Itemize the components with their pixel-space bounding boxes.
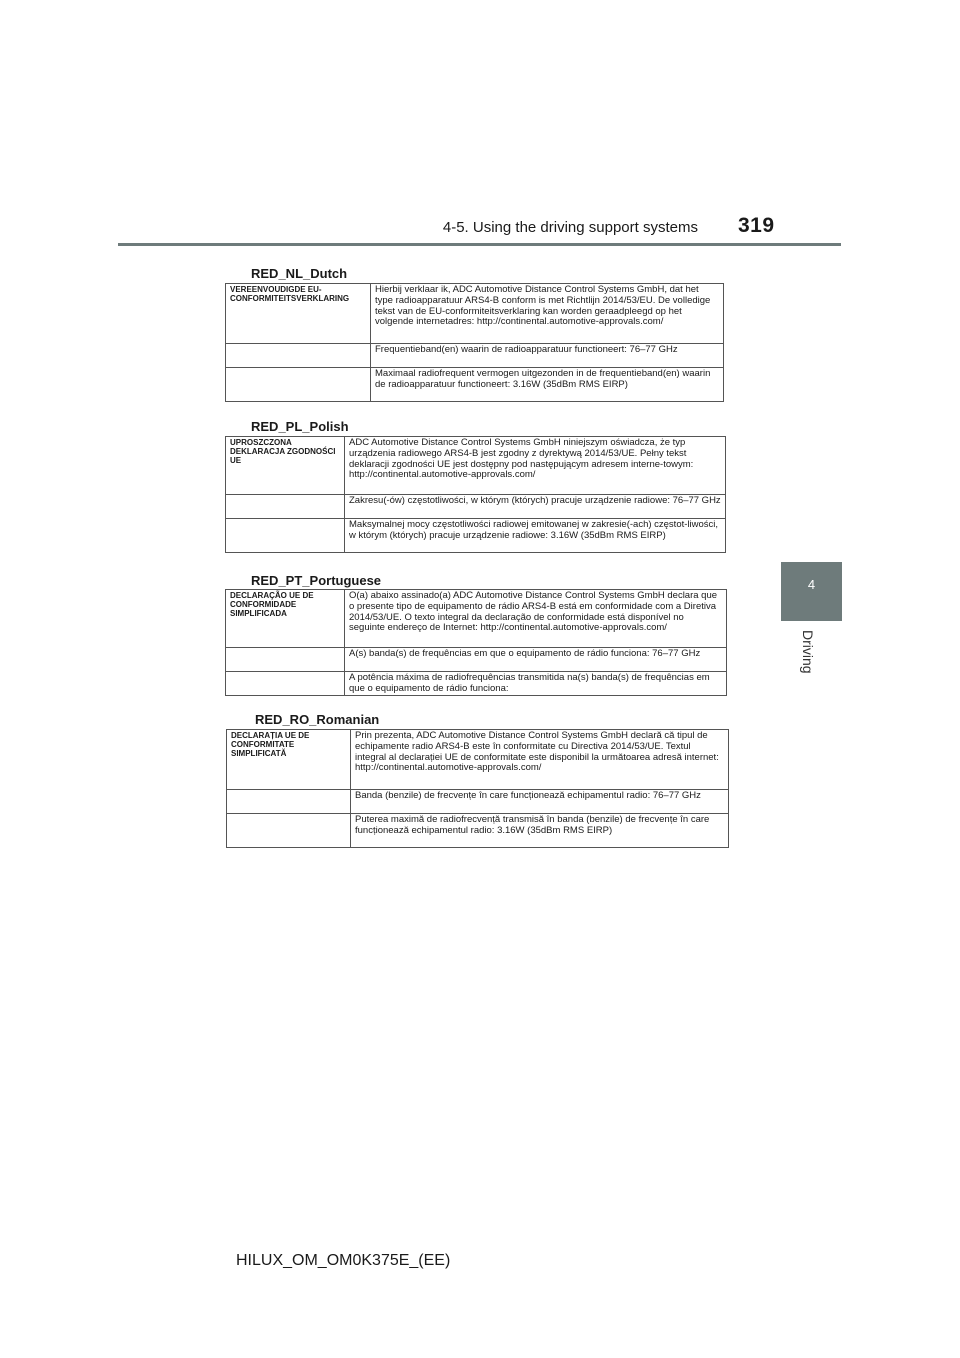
table-row — [226, 672, 727, 696]
section-heading-ro: RED_RO_Romanian — [255, 712, 380, 727]
header-divider — [118, 243, 841, 246]
chapter-label: Driving — [800, 630, 816, 674]
row-label — [227, 814, 351, 848]
row-label: DECLARAȚIA UE DE CONFORMITATE SIMPLIFICATĂ — [227, 730, 351, 790]
row-label — [226, 519, 345, 553]
document-code: HILUX_OM_OM0K375E_(EE) — [236, 1252, 451, 1269]
row-label — [227, 790, 351, 814]
declaration-table-pl — [225, 436, 726, 553]
table-row — [226, 648, 727, 672]
declaration-table-ro — [226, 729, 729, 848]
row-label: DECLARAÇÃO UE DE CONFORMIDADE SIMPLIFICADA — [226, 590, 345, 648]
table-row — [227, 814, 729, 848]
row-label — [226, 368, 371, 402]
row-label — [226, 672, 345, 696]
declaration-table-nl — [225, 283, 724, 402]
table-row — [226, 344, 724, 368]
declaration-table-pt — [225, 589, 727, 696]
row-text: Puterea maximă de radiofrecvență transmisă în banda (benzile) de frecvențe în care funcționează echipamentul radio: 3.16W (35dBm RMS EIRP) — [351, 814, 729, 848]
row-text: Frequentieband(en) waarin de radioapparatuur functioneert: 76–77 GHz — [371, 344, 724, 368]
chapter-number: 4 — [807, 577, 816, 592]
table-row — [226, 368, 724, 402]
table-row — [227, 790, 729, 814]
row-text: A potência máxima de radiofrequências transmitida na(s) banda(s) de frequências em que o equipamento de rádio funciona: — [345, 672, 727, 696]
section-heading-pt: RED_PT_Portuguese — [251, 573, 382, 588]
row-text: Banda (benzile) de frecvențe în care funcționează echipamentul radio: 76–77 GHz — [351, 790, 729, 814]
section-heading-pl: RED_PL_Polish — [251, 419, 349, 434]
row-text: Prin prezenta, ADC Automotive Distance Control Systems GmbH declară că tipul de echipamente radio ARS4-B este în conformitate cu Directiva 2014/53/UE. Textul integral al declarației UE de conformitate este disponibil la următoarea adresă internet: http://continental.automotive-approvals.com/ — [351, 730, 729, 790]
table-row — [226, 519, 726, 553]
row-text: Hierbij verklaar ik, ADC Automotive Distance Control Systems GmbH, dat het type radioapparatuur ARS4-B conform is met Richtlijn 2014/53/EU. De volledige tekst van de EU-conformiteitsverklaring kan worden geraadpleegd op het volgende internetadres: http://continental.automotive-approvals.com/ — [371, 284, 724, 344]
row-text: Maksymalnej mocy częstotliwości radiowej emitowanej w zakresie(-ach) częstot-liwości, w którym (których) pracuje urządzenie radiowe: 3.16W (35dBm RMS EIRP) — [345, 519, 726, 553]
row-label: UPROSZCZONA DEKLARACJA ZGODNOŚCI UE — [226, 437, 345, 495]
section-heading-nl: RED_NL_Dutch — [251, 266, 348, 281]
row-label: VEREENVOUDIGDE EU-CONFORMITEITSVERKLARING — [226, 284, 371, 344]
table-row — [226, 284, 724, 344]
row-text: O(a) abaixo assinado(a) ADC Automotive Distance Control Systems GmbH declara que o presente tipo de equipamento de rádio ARS4-B está em conformidade com a Diretiva 2014/53/UE. O texto integral da declaração de conformidade está disponível no seguinte endereço de Internet: http://continental.automotive-approvals.com/ — [345, 590, 727, 648]
chapter-tab — [781, 562, 842, 621]
page-number: 319 — [738, 214, 775, 237]
table-row — [226, 495, 726, 519]
section-title-header: 4-5. Using the driving support systems — [442, 219, 698, 236]
row-text: A(s) banda(s) de frequências em que o equipamento de rádio funciona: 76–77 GHz — [345, 648, 727, 672]
row-text: Zakresu(-ów) częstotliwości, w którym (których) pracuje urządzenie radiowe: 76–77 GHz — [345, 495, 726, 519]
row-label — [226, 648, 345, 672]
row-text: ADC Automotive Distance Control Systems GmbH niniejszym oświadcza, że typ urządzenia radiowego ARS4-B jest zgodny z dyrektywą 2014/53/UE. Pełny tekst deklaracji zgodności UE jest dostępny pod następującym adresem interne-towym: http://continental.automotive-approvals.com/ — [345, 437, 726, 495]
table-row — [227, 730, 729, 790]
table-row — [226, 437, 726, 495]
table-row — [226, 590, 727, 648]
row-label — [226, 495, 345, 519]
row-label — [226, 344, 371, 368]
row-text: Maximaal radiofrequent vermogen uitgezonden in de frequentieband(en) waarin de radioapparatuur functioneert: 3.16W (35dBm RMS EIRP) — [371, 368, 724, 402]
